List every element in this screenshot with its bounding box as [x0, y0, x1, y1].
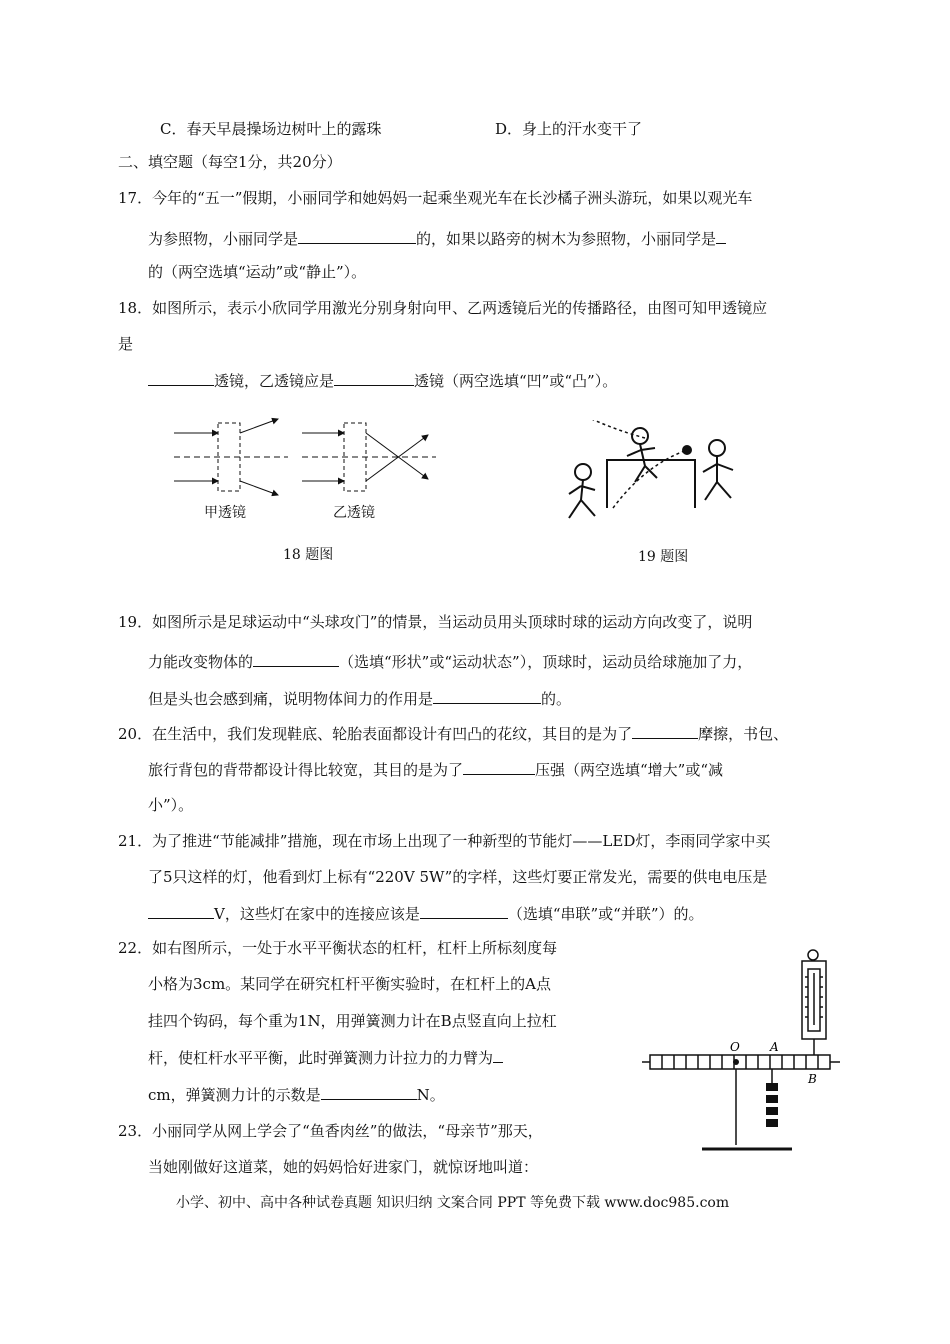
- q22-blank-1[interactable]: [493, 1046, 503, 1063]
- q18-line2: 是: [118, 335, 134, 353]
- q19-blank-1[interactable]: [253, 650, 339, 667]
- option-d: D．身上的汗水变干了: [495, 120, 643, 138]
- q21-text: （选填“串联”或“并联”）的。: [507, 905, 704, 923]
- q20-line1: [118, 722, 788, 745]
- label-lens-jia: 甲透镜: [204, 505, 246, 521]
- q20-blank-2[interactable]: [463, 758, 535, 775]
- q22-text: 杆，使杠杆水平平衡，此时弹簧测力计拉力的力臂为: [148, 1049, 494, 1067]
- q21-blank-1[interactable]: [148, 902, 214, 919]
- weight: [766, 1107, 778, 1115]
- q20-blank-1[interactable]: [632, 722, 698, 739]
- q18-text: 透镜，乙透镜应是: [214, 372, 335, 390]
- q18-blank-1[interactable]: [148, 369, 214, 386]
- lever-figure: [642, 945, 842, 1160]
- page-footer: 小学、初中、高中各种试卷真题 知识归纳 文案合同 PPT 等免费下载 www.doc985.com: [176, 1195, 730, 1211]
- q18-line3: [148, 369, 617, 392]
- q22-line3: 挂四个钩码，每个重为1N，用弹簧测力计在B点竖直向上拉杠: [148, 1012, 557, 1030]
- label-lens-yi: 乙透镜: [333, 505, 375, 521]
- q20-text: 20．在生活中，我们发现鞋底、轮胎表面都设计有凹凸的花纹，其目的是为了: [118, 725, 633, 743]
- q23-line2: 当她刚做好这道菜，她的妈妈恰好进家门，就惊讶地叫道：: [148, 1158, 539, 1176]
- q19-text: 力能改变物体的: [148, 653, 254, 671]
- q22-line2: 小格为3cm。某同学在研究杠杆平衡实验时，在杠杆上的A点: [148, 975, 552, 993]
- q22-blank-2[interactable]: [321, 1083, 417, 1100]
- weight: [766, 1095, 778, 1103]
- football-figure: [555, 420, 755, 530]
- scale-hook-ring: [808, 950, 818, 960]
- pivot-point: [733, 1059, 739, 1065]
- concave-lens-diagram: [174, 419, 288, 495]
- fig18-caption: 18 题图: [283, 547, 334, 563]
- q20-text: 摩擦，书包、: [698, 725, 789, 743]
- q17-text: 为参照物，小丽同学是: [148, 230, 299, 248]
- lever-bar: [650, 1055, 830, 1069]
- q21-text: V，这些灯在家中的连接应该是: [214, 905, 420, 923]
- q17-text: 的，如果以路旁的树木为参照物，小丽同学是: [416, 230, 717, 248]
- q20-line3: 小”）。: [148, 796, 194, 814]
- q22-text: N。: [416, 1086, 445, 1104]
- label-a: A: [770, 1040, 779, 1054]
- q21-line3: [148, 902, 704, 925]
- q18-line1: 18．如图所示，表示小欣同学用激光分别身射向甲、乙两透镜后光的传播路径，由图可知甲透镜应: [118, 299, 768, 317]
- q19-text: 但是头也会感到痛，说明物体间力的作用是: [148, 690, 434, 708]
- weight: [766, 1119, 778, 1127]
- q17-line3: 的（两空选填“运动”或“静止”）。: [148, 263, 367, 281]
- q19-text: 的。: [541, 690, 572, 708]
- q20-text: 压强（两空选填“增大”或“减: [535, 761, 724, 779]
- q19-blank-2[interactable]: [433, 687, 541, 704]
- convex-lens-diagram: [302, 423, 436, 491]
- weight: [766, 1083, 778, 1091]
- q20-line2: [148, 758, 723, 781]
- q19-line2: [148, 650, 752, 673]
- label-o: O: [730, 1040, 740, 1054]
- q19-line3: [148, 687, 571, 710]
- q21-line1: 21．为了推进“节能减排”措施，现在市场上出现了一种新型的节能灯——LED灯，李雨同学家中买: [118, 832, 771, 850]
- q21-blank-2[interactable]: [420, 902, 508, 919]
- q22-line5: [148, 1083, 445, 1106]
- label-b: B: [808, 1072, 817, 1086]
- q18-blank-2[interactable]: [334, 369, 414, 386]
- goal-frame: [607, 460, 695, 508]
- q17-blank-1[interactable]: [298, 227, 416, 244]
- q17-blank-2[interactable]: [716, 227, 726, 244]
- q19-line1: 19．如图所示是足球运动中“头球攻门”的情景，当运动员用头顶球时球的运动方向改变了，说明: [118, 613, 753, 631]
- q21-line2: 了5只这样的灯，他看到灯上标有“220V 5W”的字样，这些灯要正常发光，需要的供电电压是: [148, 868, 768, 886]
- q23-line1: 23．小丽同学从网上学会了“鱼香肉丝”的做法，“母亲节”那天，: [118, 1122, 543, 1140]
- q18-text: 透镜（两空选填“凹”或“凸”）。: [414, 372, 618, 390]
- option-c: C．春天早晨操场边树叶上的露珠: [160, 120, 382, 138]
- section-title: 二、填空题（每空1分，共20分）: [118, 153, 342, 171]
- q22-text: cm，弹簧测力计的示数是: [148, 1086, 321, 1104]
- q17-line2: [148, 227, 726, 250]
- q22-line4: [148, 1046, 503, 1069]
- q20-text: 旅行背包的背带都设计得比较宽，其目的是为了: [148, 761, 464, 779]
- q19-text: （选填“形状”或“运动状态”），顶球时，运动员给球施加了力，: [339, 653, 753, 671]
- q17-line1: 17．今年的“五一”假期，小丽同学和她妈妈一起乘坐观光车在长沙橘子洲头游玩，如果以观光车: [118, 189, 753, 207]
- fig19-caption: 19 题图: [638, 549, 689, 565]
- q22-line1: 22．如右图所示，一处于水平平衡状态的杠杆，杠杆上所标刻度每: [118, 939, 558, 957]
